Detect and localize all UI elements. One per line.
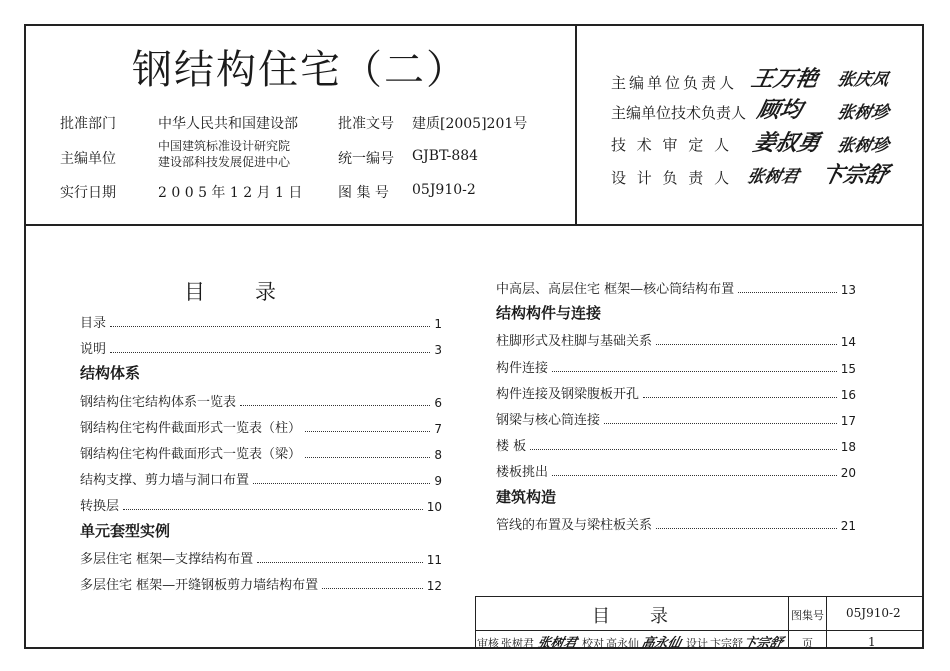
toc-entry-page: 21 <box>840 518 856 533</box>
toc-entry-title: 钢结构住宅构件截面形式一览表（柱） <box>80 420 302 436</box>
toc-leader-dots <box>305 430 430 432</box>
toc-entry[interactable] <box>80 417 442 436</box>
atlas-no-label: 图 集 号 <box>338 185 389 201</box>
toc-entry-page: 10 <box>426 500 442 515</box>
review-name: 张树君 <box>501 637 534 650</box>
toc-entry-title: 楼 板 <box>496 439 527 455</box>
header-divider <box>24 224 924 226</box>
toc-leader-dots <box>322 587 423 589</box>
toc-section-heading: 建筑构造 <box>496 487 557 506</box>
toc-entry[interactable] <box>80 574 442 593</box>
resp-label-3: 技 术 审 定 人 <box>611 136 733 154</box>
toc-entry-title: 楼板挑出 <box>496 465 549 481</box>
toc-entry-title: 钢梁与核心筒连接 <box>496 413 601 428</box>
design-label: 设计 <box>686 637 708 650</box>
toc-entry-title: 结构支撑、剪力墙与洞口布置 <box>80 473 250 489</box>
toc-entry-title: 转换层 <box>80 499 120 515</box>
toc-leader-dots <box>738 291 837 293</box>
titleblock-atlas-divider <box>788 596 789 649</box>
toc-entry-page: 13 <box>840 283 856 297</box>
toc-leader-dots <box>552 370 837 372</box>
toc-entry-page: 20 <box>840 466 856 481</box>
toc-entry-title: 目录 <box>80 316 107 331</box>
toc-entry[interactable] <box>496 278 856 297</box>
approval-no-value: 建质[2005]201号 <box>412 116 528 132</box>
atlas-no-value: 05J910-2 <box>412 182 476 198</box>
toc-leader-dots <box>110 325 430 327</box>
toc-leader-dots <box>530 448 837 450</box>
toc-leader-dots <box>643 396 837 398</box>
check-signature: 高永仙 <box>639 636 683 651</box>
resp-label-2: 主编单位技术负责人 <box>611 104 747 122</box>
signature-3b: 张树珍 <box>835 136 891 156</box>
titleblock-top <box>475 596 924 597</box>
toc-leader-dots <box>253 482 430 484</box>
toc-entry[interactable] <box>80 469 442 488</box>
toc-leader-dots <box>305 456 430 458</box>
toc-entry[interactable] <box>496 330 856 349</box>
approval-dept-label: 批准部门 <box>60 116 116 132</box>
toc-entry-page: 15 <box>840 361 856 376</box>
design-name: 卞宗舒 <box>710 637 743 650</box>
toc-entry[interactable] <box>80 443 442 462</box>
toc-entry-page: 1 <box>434 317 442 331</box>
toc-entry-title: 钢结构住宅构件截面形式一览表（梁） <box>80 447 302 462</box>
toc-entry-title: 柱脚形式及柱脚与基础关系 <box>496 334 653 350</box>
toc-entry-page: 8 <box>434 448 442 462</box>
page-title: 钢结构住宅（二） <box>132 47 468 93</box>
toc-entry[interactable] <box>80 391 442 410</box>
toc-entry-title: 中高层、高层住宅 框架—核心筒结构布置 <box>496 282 735 297</box>
toc-entry[interactable] <box>496 461 856 480</box>
editor-unit-line-2: 建设部科技发展促进中心 <box>158 155 291 169</box>
titleblock-left <box>475 596 476 649</box>
review-label: 审核 <box>477 637 499 650</box>
toc-entry-page: 14 <box>840 335 856 350</box>
toc-leader-dots <box>257 561 423 563</box>
toc-leader-dots <box>240 404 430 406</box>
toc-entry-title: 管线的布置及与梁柱板关系 <box>496 517 653 533</box>
effective-date-value: 2 0 0 5 年 1 2 月 1 日 <box>158 185 303 201</box>
toc-entry-page: 11 <box>426 552 442 567</box>
toc-entry[interactable] <box>496 435 856 454</box>
toc-entry-page: 7 <box>434 421 442 436</box>
design-signature: 卞宗舒 <box>741 636 785 651</box>
toc-entry[interactable] <box>496 409 856 428</box>
toc-entry-title: 钢结构住宅结构体系一览表 <box>80 394 237 410</box>
toc-entry-title: 多层住宅 框架—开缝钢板剪力墙结构布置 <box>80 578 319 593</box>
toc-entry[interactable] <box>496 357 856 376</box>
toc-entry-page: 6 <box>434 395 442 410</box>
titleblock-page-label: 页 <box>802 637 813 650</box>
signature-1a: 王万艳 <box>748 66 821 92</box>
toc-leader-dots <box>604 422 837 424</box>
toc-section-heading: 结构体系 <box>80 364 141 383</box>
toc-section-heading: 结构构件与连接 <box>496 304 602 323</box>
toc-entry-title: 说明 <box>80 342 107 358</box>
titleblock-atlas-value: 05J910-2 <box>846 606 901 620</box>
toc-entry[interactable] <box>496 383 856 402</box>
signature-3a: 姜叔勇 <box>750 130 823 156</box>
header-vertical-divider <box>575 24 577 225</box>
check-name: 高永仙 <box>606 637 639 650</box>
titleblock-atlas-label: 图集号 <box>791 609 824 622</box>
toc-entry[interactable] <box>80 338 442 357</box>
review-signature: 张树君 <box>535 636 579 651</box>
signature-4a: 张树君 <box>745 167 801 187</box>
toc-entry[interactable] <box>80 548 442 567</box>
resp-label-1: 主编单位负责人 <box>611 74 738 92</box>
toc-entry-page: 18 <box>840 440 856 455</box>
toc-entry-title: 构件连接 <box>496 360 549 376</box>
toc-section-heading: 单元套型实例 <box>80 521 171 540</box>
titleblock-value-divider <box>826 596 827 649</box>
editor-unit-line-1: 中国建筑标准设计研究院 <box>158 139 291 153</box>
signature-1b: 张庆凤 <box>835 70 891 90</box>
toc-entry-page: 9 <box>434 474 442 489</box>
effective-date-label: 实行日期 <box>60 185 116 201</box>
unified-no-label: 统一编号 <box>338 151 394 167</box>
titleblock-page-value: 1 <box>868 635 876 649</box>
toc-entry-title: 构件连接及钢梁腹板开孔 <box>496 386 640 402</box>
toc-leader-dots <box>110 351 430 353</box>
toc-leader-dots <box>552 474 837 476</box>
approval-dept-value: 中华人民共和国建设部 <box>158 116 298 132</box>
toc-entry-page: 12 <box>426 579 442 593</box>
toc-leader-dots <box>123 508 423 510</box>
signature-2b: 张树珍 <box>835 103 891 123</box>
toc-entry-page: 16 <box>840 387 856 402</box>
approval-no-label: 批准文号 <box>338 116 394 132</box>
toc-entry[interactable] <box>80 495 442 514</box>
resp-label-4: 设 计 负 责 人 <box>611 169 733 187</box>
toc-entry-page: 3 <box>434 343 442 358</box>
check-label: 校对 <box>582 637 604 650</box>
toc-entry-title: 多层住宅 框架—支撑结构布置 <box>80 551 254 567</box>
toc-title: 目录 <box>184 280 326 304</box>
toc-entry[interactable] <box>496 514 856 533</box>
unified-no-value: GJBT-884 <box>412 148 479 164</box>
toc-leader-dots <box>656 343 837 345</box>
toc-entry-page: 17 <box>840 414 856 428</box>
editor-unit-label: 主编单位 <box>60 151 116 167</box>
titleblock-title: 目录 <box>592 606 708 627</box>
signature-2a: 顾均 <box>754 97 805 123</box>
toc-entry[interactable] <box>80 312 442 331</box>
signature-4b: 卞宗舒 <box>818 162 891 188</box>
toc-leader-dots <box>656 527 837 529</box>
titleblock-mid <box>475 630 924 631</box>
